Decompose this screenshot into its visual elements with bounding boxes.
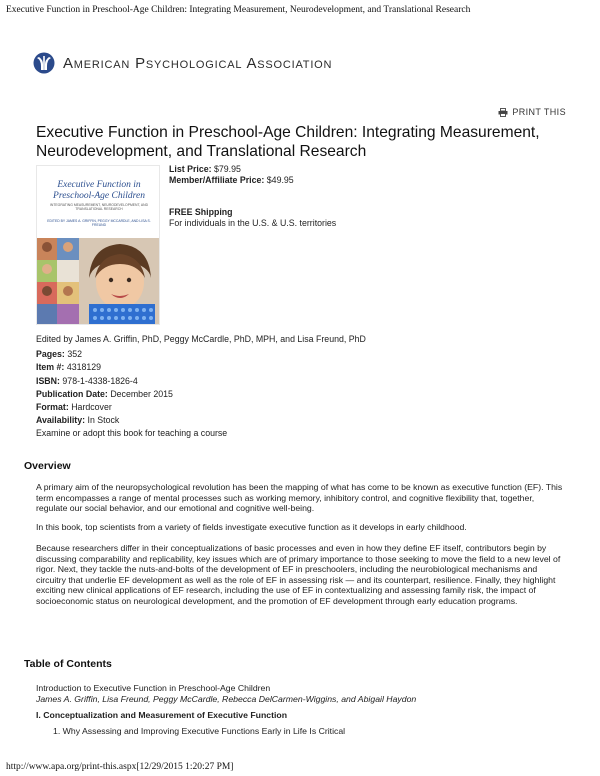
adopt-book-link[interactable]: Examine or adopt this book for teaching a course bbox=[36, 428, 228, 439]
pages-label: Pages: bbox=[36, 349, 65, 360]
print-header: Executive Function in Preschool-Age Children: Integrating Measurement, Neurodevelopment, and Translational Research bbox=[6, 5, 471, 15]
apa-logo-icon bbox=[33, 52, 55, 74]
toc-part-heading: I. Conceptualization and Measurement of Executive Function bbox=[36, 709, 288, 720]
book-details bbox=[36, 333, 366, 441]
format-label: Format: bbox=[36, 402, 69, 413]
overview-paragraph: A primary aim of the neuropsychological revolution has been the mapping of what has come to be known as executive function (EF). This term encompasses a range of mental processes such as working memory, inhibitory control, and cognitive flexibility that, together, regulate our social behavior, and our emotional and cognitive well-being. bbox=[36, 482, 563, 514]
apa-logo[interactable] bbox=[33, 52, 332, 74]
overview-paragraph: Because researchers differ in their conceptualizations of basic processes and even in how they define EF itself, contributors begin by discussing comparability and replicability, key issues which are of primary importance to those seeking to move the field to a new level of rigor. Next, they tackle the nuts-and-bolts of the development of EF in preschoolers, including the neurobiological mechanisms and circuitry that underlie EF development as well as the role of EF in assessing risk — and its counterpart, resilience. Finally, they highlight exciting new clinical applications of EF research, including the use of EF in contextualizing and assessing family risk, the impact of socioeconomic status on neurological development, and the promotion of EF development through early education programs. bbox=[36, 543, 561, 606]
printer-icon bbox=[498, 108, 508, 117]
print-this-label: PRINT THIS bbox=[512, 107, 566, 117]
overview-paragraph: In this book, top scientists from a variety of fields investigate executive function as it develops in early childhood. bbox=[36, 522, 467, 532]
availability-value: In Stock bbox=[87, 415, 120, 426]
editors-line: Edited by James A. Griffin, PhD, Peggy McCardle, PhD, MPH, and Lisa Freund, PhD bbox=[36, 334, 366, 344]
book-title: Executive Function in Preschool-Age Children: Integrating Measurement, Neurodevelopment, and Translational Research bbox=[36, 124, 540, 160]
pubdate-label: Publication Date: bbox=[36, 388, 108, 399]
cover-title: Executive Function in Preschool-Age Children bbox=[53, 180, 145, 201]
item-label: Item #: bbox=[36, 362, 65, 373]
format-value: Hardcover bbox=[71, 402, 112, 413]
isbn-label: ISBN: bbox=[36, 375, 60, 386]
item-value: 4318129 bbox=[66, 362, 102, 373]
cover-subtitle: INTEGRATING MEASUREMENT, NEURODEVELOPMENT, AND TRANSLATIONAL RESEARCH bbox=[49, 203, 149, 212]
book-cover bbox=[36, 165, 160, 325]
toc-intro-authors: James A. Griffin, Lisa Freund, Peggy McCardle, Rebecca DelCarmen-Wiggins, and Abigail Haydon bbox=[36, 693, 417, 704]
overview-heading: Overview bbox=[24, 460, 71, 472]
list-price: $79.95 bbox=[214, 164, 241, 174]
member-price: $49.95 bbox=[266, 175, 294, 185]
pubdate-value: December 2015 bbox=[110, 388, 173, 399]
free-shipping-label: FREE Shipping bbox=[169, 207, 233, 217]
toc-chapter: 1. Why Assessing and Improving Executive Functions Early in Life Is Critical bbox=[53, 726, 346, 737]
cover-editors: EDITED BY JAMES A. GRIFFIN, PEGGY MCCARDLE, AND LISA S. FREUND bbox=[47, 219, 151, 228]
toc-intro-title: Introduction to Executive Function in Preschool-Age Children bbox=[36, 683, 271, 693]
table-of-contents bbox=[36, 683, 416, 737]
apa-logo-text: American Psychological Association bbox=[63, 54, 333, 72]
availability-label: Availability: bbox=[36, 415, 86, 426]
shipping-note: For individuals in the U.S. & U.S. territories bbox=[169, 218, 337, 228]
print-this-button[interactable] bbox=[498, 107, 566, 117]
toc-heading: Table of Contents bbox=[24, 658, 112, 670]
member-price-label: Member/Affiliate Price: bbox=[169, 175, 265, 185]
isbn-value: 978-1-4338-1826-4 bbox=[62, 375, 138, 386]
shipping-block bbox=[169, 207, 336, 229]
list-price-label: List Price: bbox=[169, 164, 212, 174]
price-block bbox=[169, 164, 294, 186]
cover-photo bbox=[37, 238, 160, 325]
pages-value: 352 bbox=[67, 349, 82, 360]
print-footer: http://www.apa.org/print-this.aspx[12/29/2015 1:20:27 PM] bbox=[6, 762, 234, 772]
